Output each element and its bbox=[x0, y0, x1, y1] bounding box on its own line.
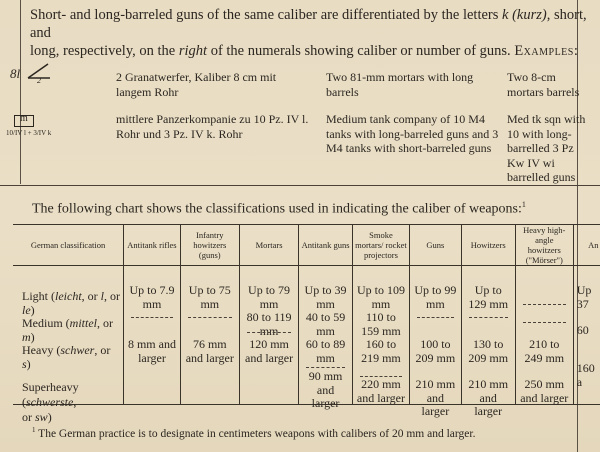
tank-company-symbol-icon: m bbox=[14, 115, 34, 127]
cell-value: 110 to 159 mm bbox=[361, 310, 401, 338]
class-superheavy: Superheavy (schwerste, or sw) bbox=[22, 380, 79, 424]
col-smoke-mortars bbox=[352, 266, 409, 405]
cell-value: Up to 109 mm bbox=[356, 283, 405, 311]
col-antitank-guns bbox=[299, 266, 352, 410]
class-column bbox=[13, 266, 124, 424]
header-an: An bbox=[573, 225, 600, 266]
dashed-separator bbox=[417, 317, 453, 318]
header-mortars: Mortars bbox=[239, 225, 299, 266]
cell-value: 210 mm and larger bbox=[415, 377, 456, 418]
class-heavy: Heavy (schwer, or s) bbox=[22, 343, 111, 371]
cell-value: Up to 129 mm bbox=[468, 283, 509, 311]
left-column-rule bbox=[20, 0, 21, 184]
cell-value: 100 to 209 mm bbox=[415, 337, 456, 365]
cell-value: 76 mm and larger bbox=[185, 337, 234, 365]
example1-german: 2 Granatwerfer, Kaliber 8 cm mit langem Rohr bbox=[116, 70, 277, 99]
intro-paragraph: Short- and long-barreled guns of the same caliber are differentiated by the letters k (kurz), short, and long, respectively, on the right of the numerals showing caliber or number of guns. Examples: bbox=[30, 7, 587, 59]
col-howitzers bbox=[461, 266, 515, 418]
cell-value: 8 mm and larger bbox=[127, 337, 176, 365]
example1-abbrev: Two 8-cm mortars barrels bbox=[507, 70, 580, 99]
cell-value: Up bbox=[576, 283, 592, 297]
col-guns bbox=[410, 266, 461, 418]
cell-value: 60 bbox=[576, 323, 589, 337]
col-infantry-howitzers bbox=[180, 266, 239, 405]
cell-value: Up to 79 mm bbox=[248, 283, 291, 311]
dashed-separator bbox=[247, 332, 292, 333]
example2-symbol-text: 10/IV l + 3/IV k bbox=[6, 129, 52, 137]
footnote: $^1$ The German practice is to designate in centimeters weapons with calibers of 20 mm and larger. bbox=[32, 426, 476, 440]
col-an bbox=[573, 266, 600, 405]
header-infantry-howitzers: Infantry howitzers (guns) bbox=[180, 225, 239, 266]
cell-value: Up to 39 mm bbox=[304, 283, 347, 311]
col-mortars bbox=[239, 266, 299, 405]
dashed-separator bbox=[131, 317, 173, 318]
section-divider bbox=[0, 185, 600, 186]
cell-value: 250 mm and larger bbox=[520, 377, 569, 405]
class-medium: Medium (mittel, or m) bbox=[22, 316, 113, 344]
cell-value: 120 mm and larger bbox=[245, 337, 294, 365]
example1-english: Two 81-mm mortars with long barrels bbox=[326, 70, 474, 99]
example1-symbol: 8l 2 bbox=[10, 66, 20, 82]
header-antitank-rifles: Antitank rifles bbox=[124, 225, 181, 266]
class-light: Light (leicht, or l, or le) bbox=[22, 289, 120, 317]
cell-value: 40 to 59 mm bbox=[305, 310, 346, 338]
cell-value: 210 mm and larger bbox=[468, 377, 509, 418]
cell-value: 80 to 119 mm bbox=[246, 310, 292, 338]
cell-value: 220 mm and larger bbox=[356, 377, 405, 405]
cell-value: Up to 7.9 mm bbox=[129, 283, 175, 311]
header-antitank-guns: Antitank guns bbox=[299, 225, 352, 266]
col-antitank-rifles bbox=[124, 266, 181, 405]
cell-value: 90 mm and larger bbox=[308, 369, 343, 410]
caliber-table bbox=[13, 224, 600, 424]
cell-value: 37 bbox=[576, 297, 589, 311]
cell-value: a bbox=[576, 375, 583, 389]
dashed-separator bbox=[306, 367, 344, 368]
dashed-separator bbox=[188, 317, 232, 318]
example2-abbrev: Med tk sqn with 10 with long-barrelled 3 Pz Kw IV wi barrelled guns bbox=[507, 112, 586, 184]
cell-value: 160 bbox=[576, 361, 595, 375]
cell-value: Up to 75 mm bbox=[188, 283, 231, 311]
col-heavy-high-angle bbox=[515, 266, 573, 405]
cell-value: 130 to 209 mm bbox=[468, 337, 509, 365]
header-howitzers: Howitzers bbox=[461, 225, 515, 266]
chart-heading: The following chart shows the classifications used in indicating the caliber of weapons:$^1$ bbox=[32, 200, 526, 217]
header-german-classification: German classification bbox=[13, 225, 124, 266]
example2-english: Medium tank company of 10 M4 tanks with long-barreled guns and 3 M4 tanks with short-barreled guns bbox=[326, 112, 499, 155]
header-heavy-high-angle: Heavy high-angle howitzers ("Mörser") bbox=[515, 225, 573, 266]
cell-value: 60 to 89 mm bbox=[305, 337, 346, 365]
cell-value: 160 to 219 mm bbox=[361, 337, 401, 365]
cell-value: 210 to 249 mm bbox=[524, 337, 565, 365]
dashed-separator bbox=[469, 317, 508, 318]
header-guns: Guns bbox=[410, 225, 461, 266]
header-smoke-mortars: Smoke mortars/ rocket projectors bbox=[352, 225, 409, 266]
dashed-separator bbox=[523, 322, 566, 323]
example2-german: mittlere Panzerkompanie zu 10 Pz. IV l. Rohr und 3 Pz. IV k. Rohr bbox=[116, 112, 309, 141]
dashed-separator bbox=[523, 304, 566, 305]
cell-value: Up to 99 mm bbox=[414, 283, 457, 311]
